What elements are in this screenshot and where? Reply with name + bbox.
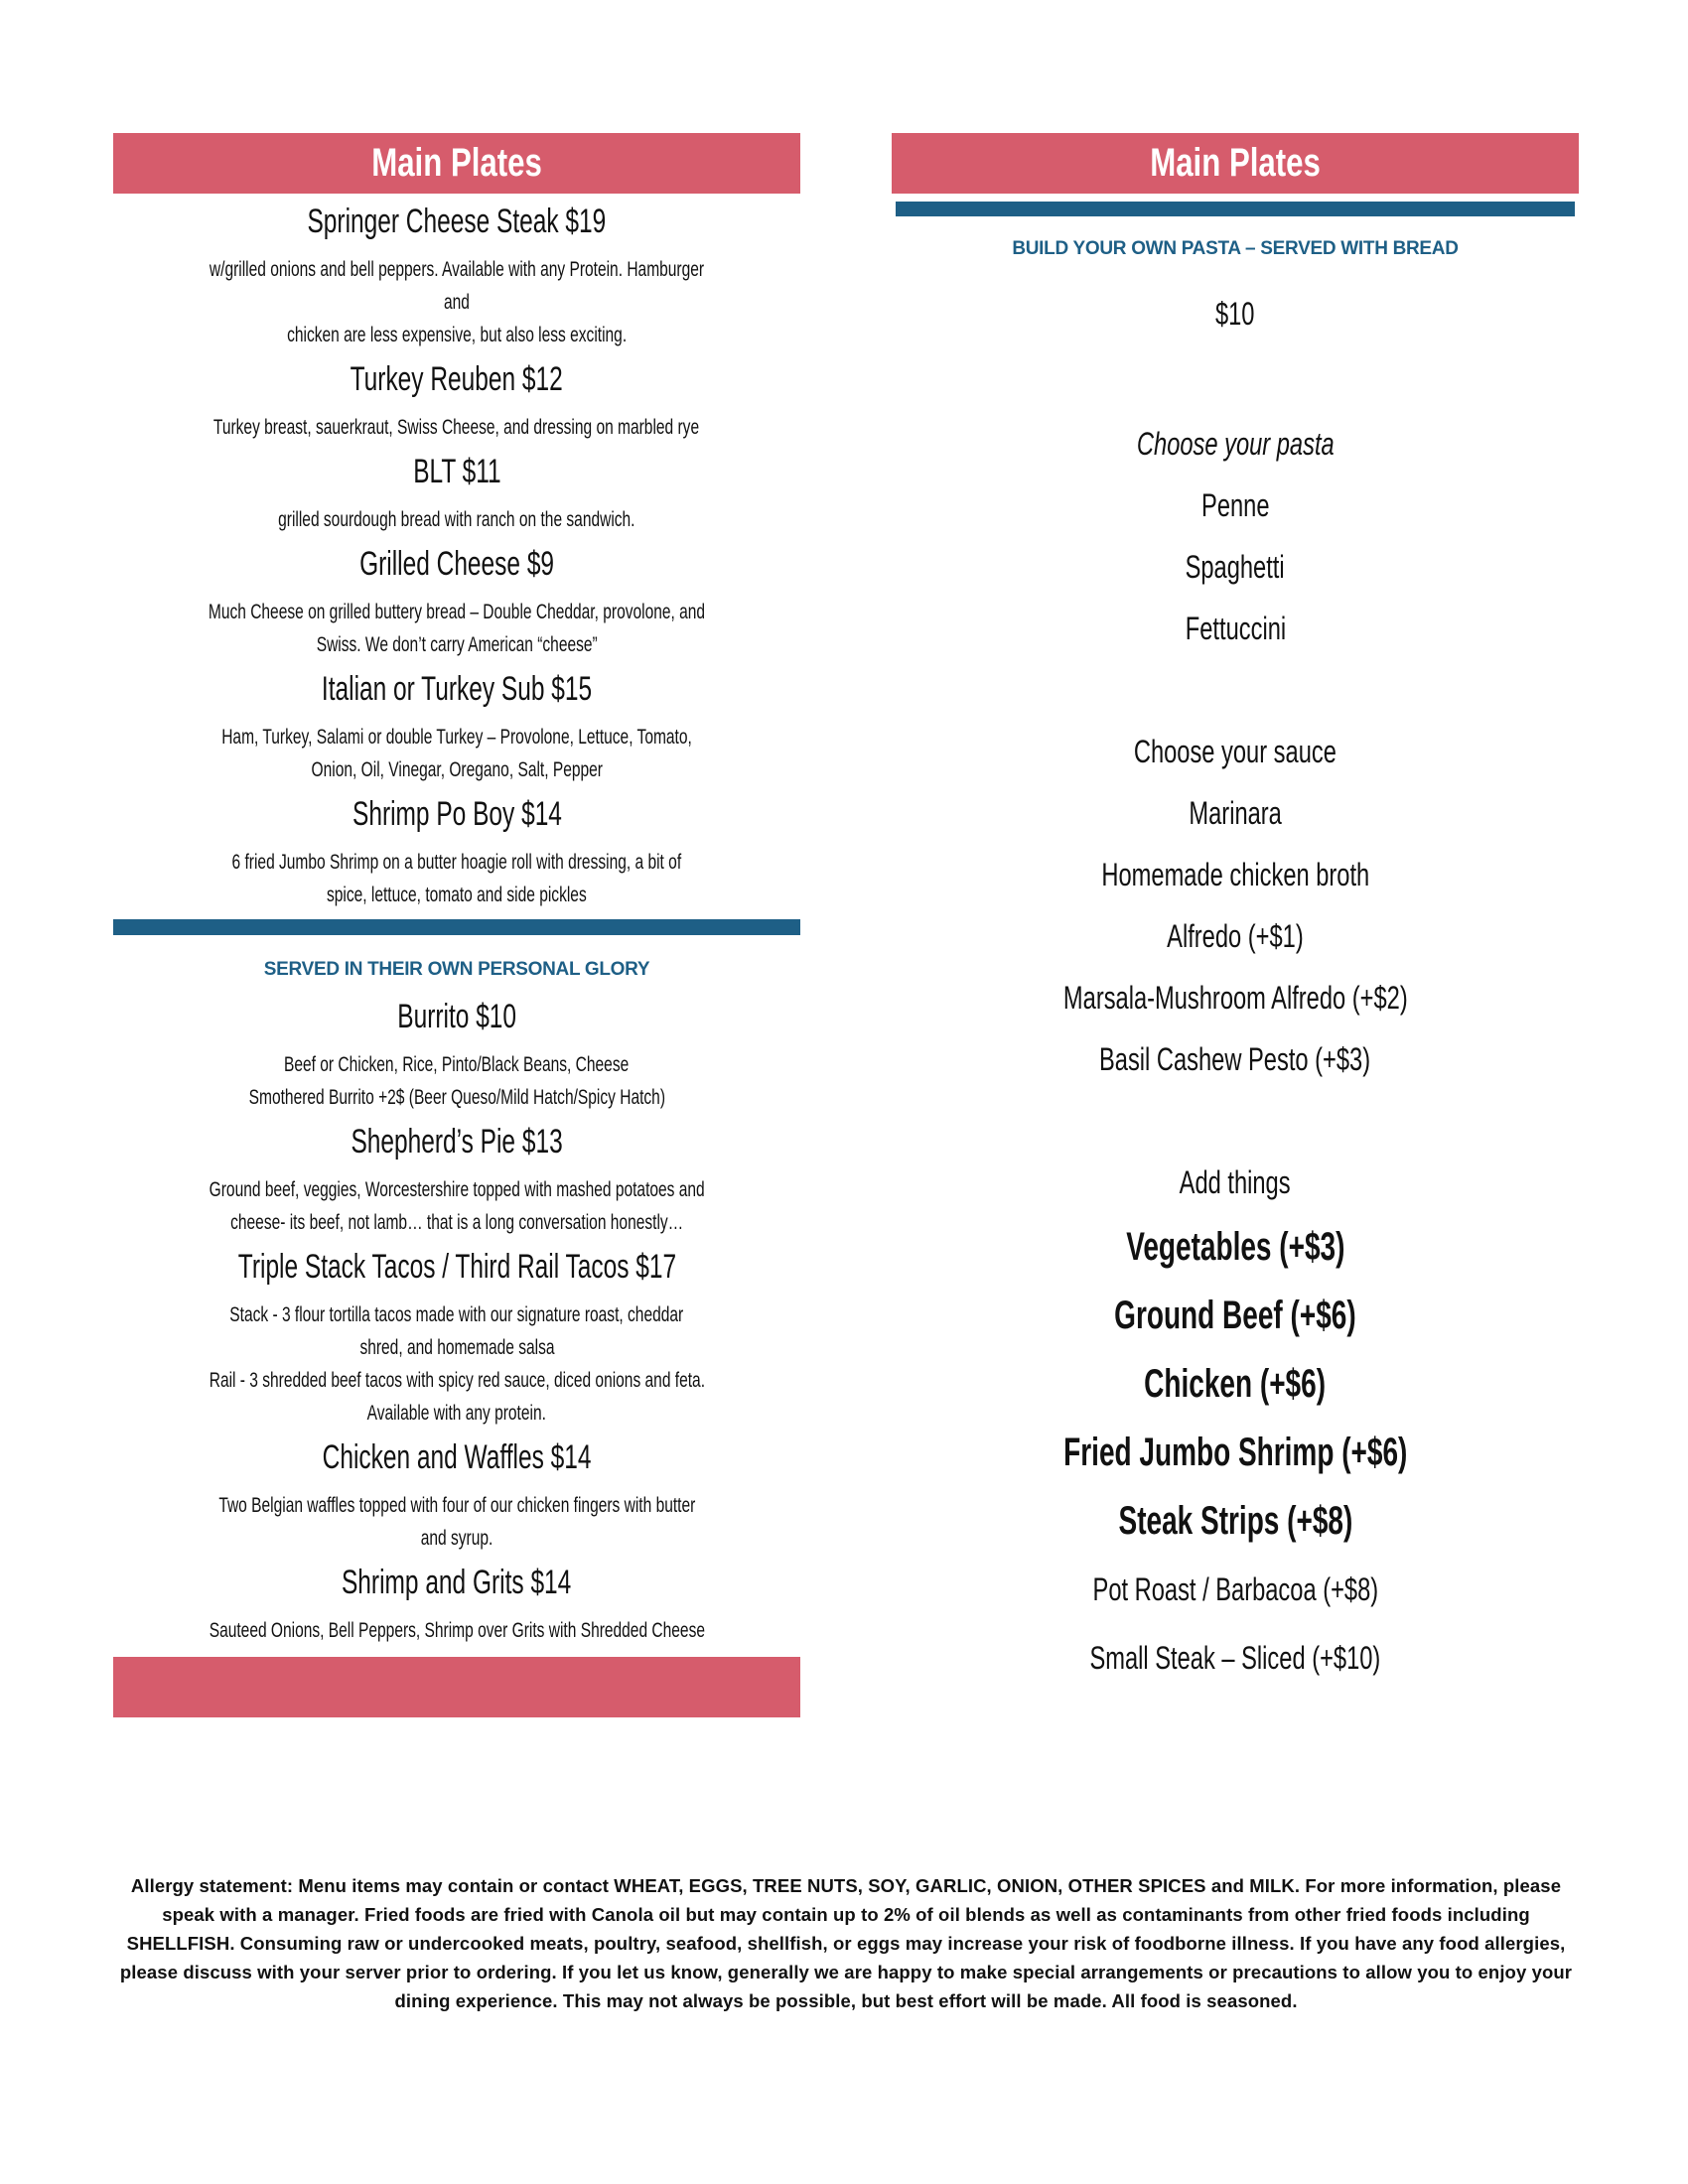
menu-item-title: Turkey Reuben $12: [350, 360, 564, 398]
menu-item-description: grilled sourdough bread with ranch on the sandwich.: [278, 508, 635, 531]
menu-item-description: 6 fried Jumbo Shrimp on a butter hoagie roll with dressing, a bit of spice, lettuce, tomato and side pickles: [231, 851, 682, 906]
menu-item-title: Springer Cheese Steak $19: [307, 203, 607, 240]
pasta-heading: Choose your pasta: [1136, 426, 1335, 462]
menu-item-title: Shrimp Po Boy $14: [352, 795, 562, 833]
left-banner: [113, 133, 800, 194]
sauce-option: Basil Cashew Pesto (+$3): [1099, 1041, 1371, 1077]
right-divider: [896, 202, 1575, 216]
add-list-big: [892, 1213, 1579, 1556]
add-option: Steak Strips (+$8): [1118, 1499, 1352, 1543]
menu-item-title: BLT $11: [412, 453, 501, 490]
menu-item-description: Much Cheese on grilled buttery bread – Double Cheddar, provolone, and Swiss. We don’t carry American “cheese”: [208, 601, 706, 656]
left-column: [113, 133, 800, 1717]
pasta-price: $10: [1215, 296, 1255, 332]
sauce-option: Marsala-Mushroom Alfredo (+$2): [1062, 980, 1408, 1016]
add-option: Fried Jumbo Shrimp (+$6): [1062, 1431, 1408, 1474]
add-heading: Add things: [1180, 1164, 1291, 1200]
add-option: Vegetables (+$3): [1125, 1225, 1345, 1269]
add-option: Ground Beef (+$6): [1114, 1294, 1356, 1337]
menu-item-title: Grilled Cheese $9: [359, 545, 554, 583]
pasta-list: [892, 475, 1579, 659]
menu-item-description: Stack - 3 flour tortilla tacos made with our signature roast, cheddar shred, and homemade salsa Rail - 3 shredded beef tacos with spicy red sauce, diced onions and feta. Available with any protein.: [209, 1303, 705, 1425]
menu-item-title: Burrito $10: [397, 998, 516, 1035]
pasta-option: Spaghetti: [1185, 549, 1286, 585]
add-list-small: [892, 1556, 1579, 1693]
menu-item-description: Ham, Turkey, Salami or double Turkey – Provolone, Lettuce, Tomato, Onion, Oil, Vinegar, Oregano, Salt, Pepper: [221, 726, 692, 781]
pasta-option: Fettuccini: [1185, 611, 1286, 646]
sauce-option: Homemade chicken broth: [1101, 857, 1369, 892]
right-column: [892, 133, 1579, 1693]
menu-list-bottom: [113, 989, 800, 1647]
section-caption: SERVED IN THEIR OWN PERSONAL GLORY: [263, 959, 650, 980]
add-option: Small Steak – Sliced (+$10): [1089, 1640, 1381, 1676]
menu-item-description: Turkey breast, sauerkraut, Swiss Cheese, and dressing on marbled rye: [213, 416, 700, 439]
menu-item-title: Shepherd’s Pie $13: [351, 1123, 563, 1160]
menu-item-title: Triple Stack Tacos / Third Rail Tacos $17: [237, 1248, 676, 1286]
menu-item-description: w/grilled onions and bell peppers. Available with any Protein. Hamburger and chicken are less expensive, but also less exciting.: [209, 258, 705, 346]
sauce-list: [892, 782, 1579, 1090]
menu-list-top: [113, 194, 800, 911]
menu-item-description: Sauteed Onions, Bell Peppers, Shrimp over Grits with Shredded Cheese: [209, 1619, 705, 1642]
sauce-heading: Choose your sauce: [1133, 734, 1337, 769]
left-footer-bar: [113, 1657, 800, 1717]
allergy-statement: Allergy statement: Menu items may contain or contact WHEAT, EGGS, TREE NUTS, SOY, GARLIC, ONION, OTHER SPICES and MILK. For more information, please speak with a manager. Fried foods are fried with Canola oil but may contain up to 2% of oil blends as well as contaminants from other fried foods including SHELLFISH. Consuming raw or undercooked meats, poultry, seafood, shellfish, or eggs may increase your risk of foodborne illness. If you have any food allergies, please discuss with your server prior to ordering. If you let us know, generally we are happy to make special arrangements or precautions to allow you to enjoy your dining experience. This may not always be possible, but best effort will be made. All food is seasoned.: [119, 1875, 1573, 2011]
left-banner-title: Main Plates: [371, 141, 542, 185]
menu-item-title: Shrimp and Grits $14: [342, 1564, 572, 1601]
section-divider: [113, 919, 800, 935]
add-option: Pot Roast / Barbacoa (+$8): [1092, 1571, 1378, 1607]
right-banner: [892, 133, 1579, 194]
menu-item-description: Beef or Chicken, Rice, Pinto/Black Beans, Cheese Smothered Burrito +2$ (Beer Queso/Mild Hatch/Spicy Hatch): [248, 1053, 665, 1109]
right-banner-title: Main Plates: [1150, 141, 1321, 185]
menu-item-title: Chicken and Waffles $14: [322, 1438, 592, 1476]
sauce-option: Marinara: [1189, 795, 1282, 831]
menu-item-description: Two Belgian waffles topped with four of our chicken fingers with butter and syrup.: [217, 1494, 695, 1550]
pasta-option: Penne: [1200, 487, 1270, 523]
sauce-option: Alfredo (+$1): [1167, 918, 1304, 954]
menu-item-title: Italian or Turkey Sub $15: [321, 670, 593, 708]
pasta-caption: BUILD YOUR OWN PASTA – SERVED WITH BREAD: [1012, 238, 1459, 259]
menu-item-description: Ground beef, veggies, Worcestershire topped with mashed potatoes and cheese- its beef, not lamb… that is a long conversation honestly…: [209, 1178, 705, 1234]
add-option: Chicken (+$6): [1144, 1362, 1327, 1406]
